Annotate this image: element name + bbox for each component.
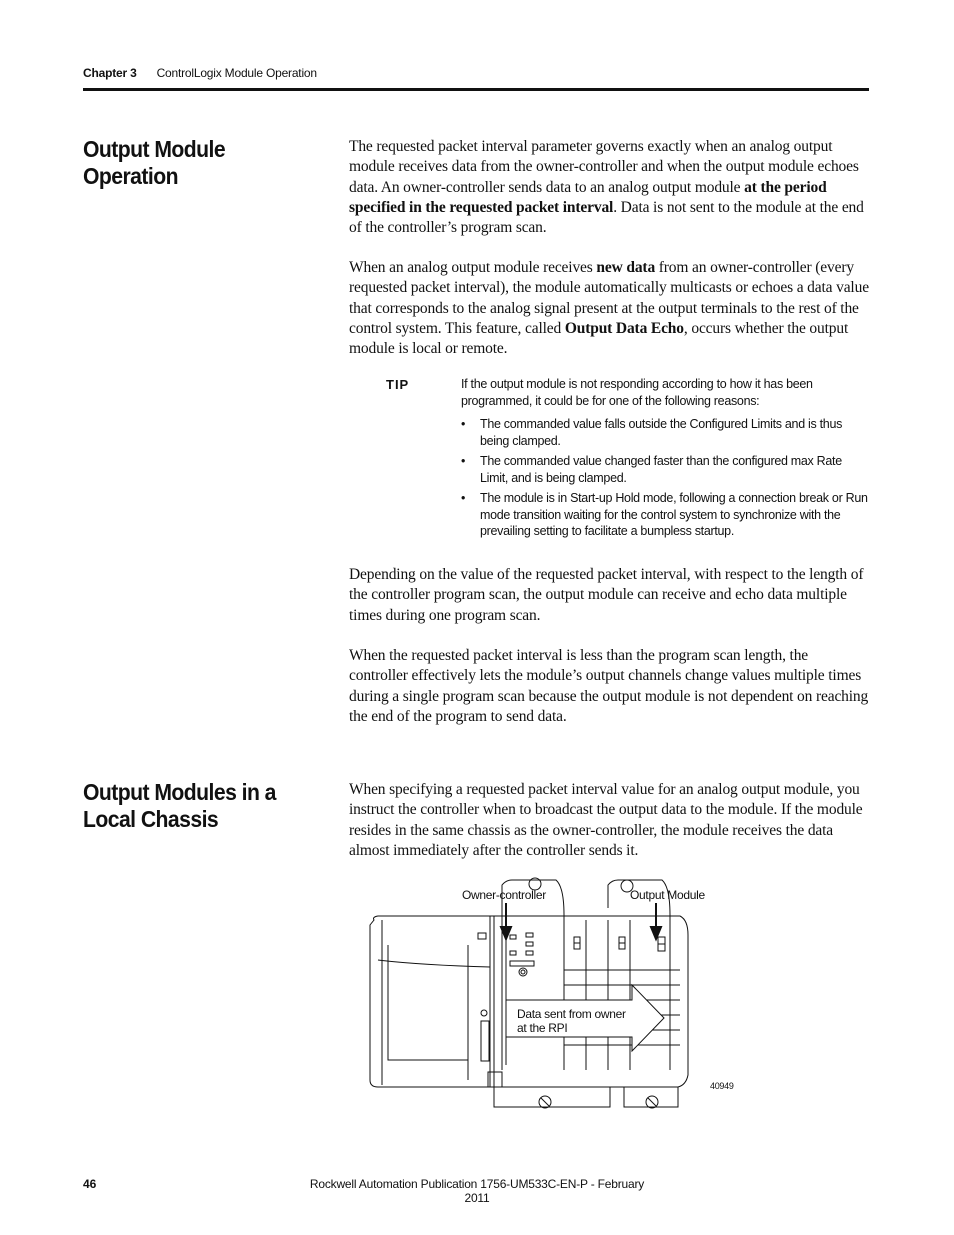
paragraph-2-bold-new-data: new data	[596, 259, 656, 276]
power-supply-illustration	[370, 916, 490, 1087]
paragraph-2	[349, 258, 869, 359]
paragraph-2-text-a: When an analog output module receives	[349, 259, 597, 276]
paragraph-5: When specifying a requested packet interval value for an analog output module, you instruct the controller when to broadcast the output data to the module. If the module resides in the same chassis as the owner-controller, the module receives the data almost immediately after the controller sends it.	[349, 781, 863, 859]
tip-label: TIP	[386, 377, 410, 392]
output-module-pointer	[651, 903, 661, 939]
paragraph-4: When the requested packet interval is less than the program scan length, the controller effectively lets the module’s output channels change values multiple times during a single program scan because the output module is not dependent on reaching the end of the program to send data.	[349, 647, 869, 725]
tip-bullet: • The commanded value changed faster than the configured max Rate Limit, and is being clamped.	[461, 453, 871, 486]
figure-number: 40949	[710, 1081, 734, 1091]
tip-body	[461, 376, 871, 544]
section-heading-output-module-operation: Output Module Operation	[83, 136, 226, 189]
io-module-illustration	[564, 920, 680, 1070]
owner-controller-label: Owner-controller	[462, 888, 546, 902]
tip-bullet-list	[461, 416, 871, 540]
output-module-label: Output Module	[630, 888, 705, 902]
tip-intro: If the output module is not responding according to how it has been programmed, it could be for one of the following reasons:	[461, 377, 813, 408]
tip-bullet: • The module is in Start-up Hold mode, following a connection break or Run mode transition waiting for the control system to synchronize with the prevailing setting to facilitate a bumpless startup.	[461, 490, 871, 540]
paragraph-1-text-c: . Data is not sent to the module at the end of the controller’s program scan.	[349, 198, 864, 237]
page-number: 46	[83, 1177, 97, 1191]
paragraph-3: Depending on the value of the requested packet interval, with respect to the length of the controller program scan, the output module can receive and echo data multiple times during one program scan.	[349, 566, 864, 624]
arrow-label-line-1: Data sent from owner	[517, 1007, 626, 1021]
chapter-title: ControlLogix Module Operation	[156, 66, 317, 80]
section-heading-output-modules-local-chassis: Output Modules in a Local Chassis	[83, 779, 276, 832]
paragraph-2-bold-output-data-echo: Output Data Echo	[564, 319, 684, 337]
paragraph-2-text-c: from an owner-controller (every requested packet interval), the module automatically multicasts or echoes a data value that corresponds to the analog signal present at the output terminals to the rest of the control system. This feature, called	[349, 259, 869, 337]
controller-module-illustration	[481, 878, 564, 1070]
paragraph-1-text-a: The requested packet interval parameter governs exactly when an analog output module receives data from the owner-controller and when the output module echoes data. An owner-controller sends data to an analog output module	[349, 138, 859, 196]
paragraph-1	[349, 137, 869, 238]
publication-info: Rockwell Automation Publication 1756-UM533C-EN-P - February 2011	[309, 1177, 645, 1205]
arrow-label-line-2: at the RPI	[517, 1021, 568, 1035]
paragraph-2-text-e: , occurs whether the output module is local or remote.	[349, 319, 849, 358]
running-header	[83, 66, 317, 80]
tip-bullet: • The commanded value falls outside the Configured Limits and is thus being clamped.	[461, 416, 871, 449]
paragraph-1-bold: at the period specified in the requested packet interval	[349, 178, 827, 216]
header-rule	[83, 88, 869, 91]
local-chassis-figure	[360, 875, 740, 1115]
chapter-label: Chapter 3	[83, 66, 137, 80]
